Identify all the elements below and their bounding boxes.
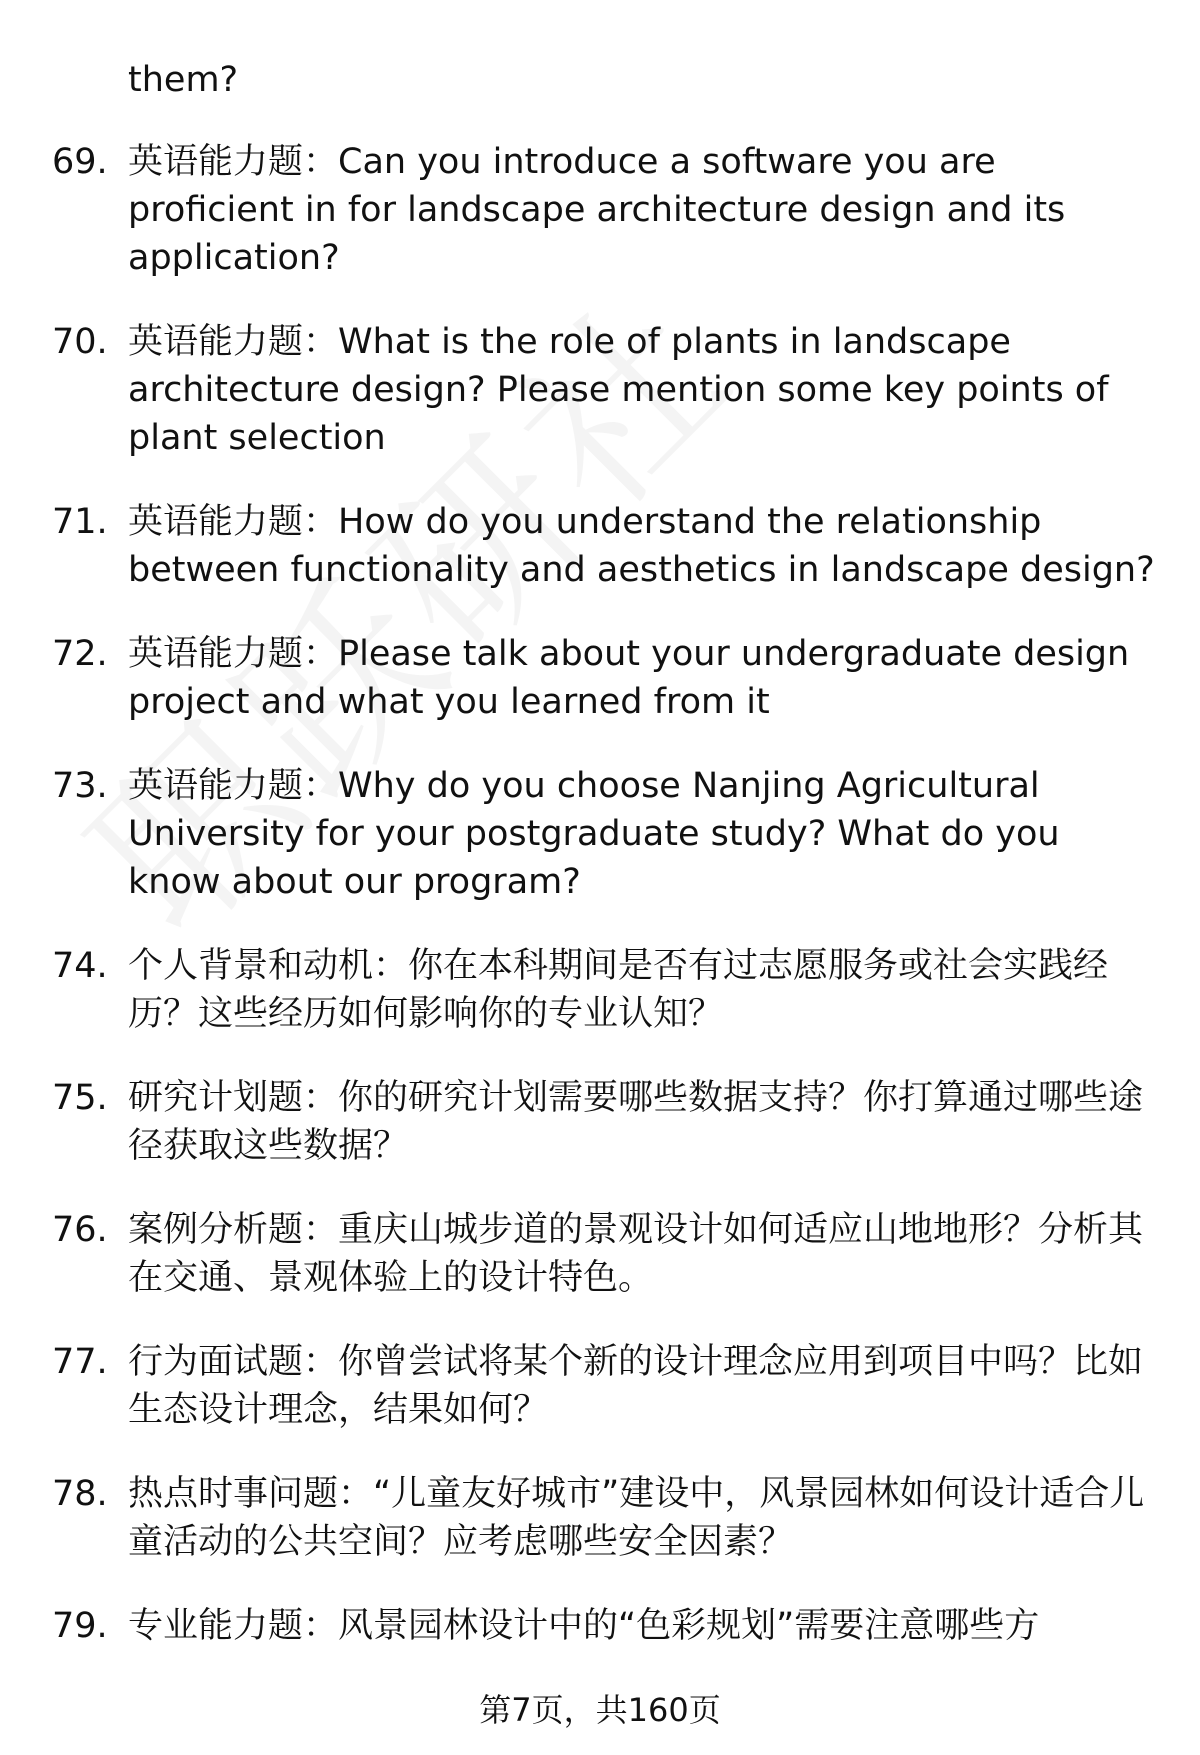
question-text: 英语能力题：How do you understand the relationship between functionality and aesthetics in landscape design? [128, 502, 1155, 590]
question-item [0, 762, 1200, 906]
question-item [0, 630, 1200, 726]
question-item [0, 498, 1200, 594]
question-text: 热点时事问题：“儿童友好城市”建设中，风景园林如何设计适合儿童活动的公共空间？应考虑哪些安全因素？ [128, 1474, 1145, 1562]
question-text: 个人背景和动机：你在本科期间是否有过志愿服务或社会实践经历？这些经历如何影响你的专业认知？ [128, 946, 1109, 1034]
question-text: 行为面试题：你曾尝试将某个新的设计理念应用到项目中吗？比如生态设计理念，结果如何？ [128, 1342, 1144, 1430]
question-text: 研究计划题：你的研究计划需要哪些数据支持？你打算通过哪些途径获取这些数据？ [128, 1078, 1144, 1166]
question-number: 73. [52, 766, 108, 806]
question-text: 专业能力题：风景园林设计中的“色彩规划”需要注意哪些方 [128, 1606, 1040, 1646]
question-item [0, 1338, 1200, 1434]
question-number: 76. [52, 1210, 108, 1250]
question-item [0, 1206, 1200, 1302]
question-text: 英语能力题：What is the role of plants in landscape architecture design? Please mention some key points of plant selection [128, 322, 1109, 458]
page-footer: 第7页，共160页 [479, 1691, 721, 1729]
question-item [0, 1470, 1200, 1566]
question-number: 71. [52, 502, 108, 542]
question-item [0, 318, 1200, 462]
question-number: 78. [52, 1474, 108, 1514]
question-text: 英语能力题：Why do you choose Nanjing Agricultural University for your postgraduate study? What do you know about our program? [128, 766, 1060, 902]
question-text: 案例分析题：重庆山城步道的景观设计如何适应山地地形？分析其在交通、景观体验上的设计特色。 [128, 1210, 1144, 1298]
question-number: 74. [52, 946, 108, 986]
question-text: 英语能力题：Please talk about your undergraduate design project and what you learned from it [128, 634, 1130, 722]
question-item [0, 942, 1200, 1038]
question-item [0, 138, 1200, 282]
question-text: 英语能力题：Can you introduce a software you are proficient in for landscape architecture design and its application? [128, 142, 1066, 278]
question-number: 72. [52, 634, 108, 674]
question-number: 70. [52, 322, 108, 362]
question-item [0, 1602, 1200, 1650]
question-number: 79. [52, 1606, 108, 1646]
question-number: 69. [52, 142, 108, 182]
question-number: 77. [52, 1342, 108, 1382]
continuation-text: them? [128, 60, 239, 100]
question-number: 75. [52, 1078, 108, 1118]
question-list [0, 138, 1200, 1686]
question-item [0, 1074, 1200, 1170]
